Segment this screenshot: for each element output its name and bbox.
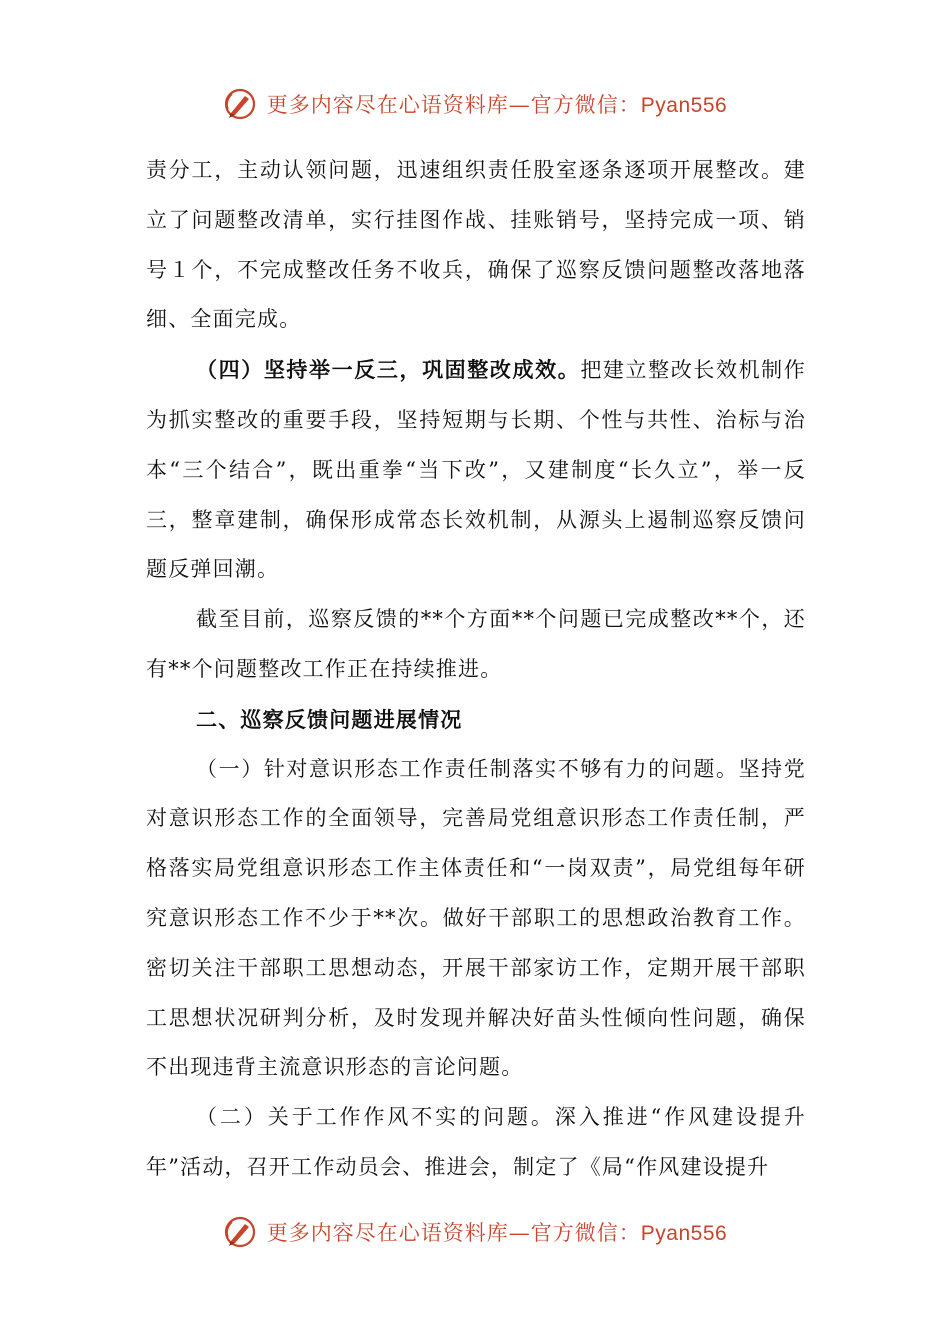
paragraph-1: 责分工，主动认领问题，迅速组织责任股室逐条逐项开展整改。建立了问题整改清单，实行挂图作战、挂账销号，坚持完成一项、销号１个，不完成整改任务不收兵，确保了巡察反馈问题整改落地落细、全面完成。 — [146, 158, 806, 332]
chapter-heading-2: 二、巡察反馈问题进展情况 — [196, 706, 463, 732]
pen-logo-icon — [223, 87, 257, 121]
watermark-header — [0, 84, 950, 124]
document-body — [146, 146, 806, 1193]
paragraph-6: （二）关于工作作风不实的问题。深入推进“作风建设提升年”活动，召开工作动员会、推进会，制定了《局“作风建设提升 — [146, 1105, 806, 1179]
paragraph-5: （一）针对意识形态工作责任制落实不够有力的问题。坚持党对意识形态工作的全面领导，完善局党组意识形态工作责任制，严格落实局党组意识形态工作主体责任和“一岗双责”，局党组每年研究意识形态工作不少于**次。做好干部职工的思想政治教育工作。密切关注干部职工思想动态，开展干部家访工作，定期开展干部职工思想状况研判分析，及时发现并解决好苗头性倾向性问题，确保不出现违背主流意识形态的言论问题。 — [146, 756, 806, 1080]
watermark-footer — [0, 1212, 950, 1252]
wechat-id: Pyan556 — [640, 94, 728, 117]
watermark-text: 更多内容尽在心语资料库—官方微信：Pyan556 — [266, 1221, 728, 1245]
section-heading-4: （四）坚持举一反三，巩固整改成效。 — [196, 357, 581, 383]
paragraph-3: 截至目前，巡察反馈的**个方面**个问题已完成整改**个，还有**个问题整改工作正在持续推进。 — [146, 607, 806, 681]
watermark-text: 更多内容尽在心语资料库—官方微信：Pyan556 — [266, 93, 728, 117]
paragraph-2: （四）坚持举一反三，巩固整改成效。把建立整改长效机制作为抓实整改的重要手段，坚持短期与长期、个性与共性、治标与治本“三个结合”，既出重拳“当下改”，又建制度“长久立”，举一反三，整章建制，确保形成常态长效机制，从源头上遏制巡察反馈问题反弹回潮。 — [146, 357, 806, 582]
wechat-id: Pyan556 — [640, 1222, 728, 1245]
pen-logo-icon — [223, 1215, 257, 1249]
